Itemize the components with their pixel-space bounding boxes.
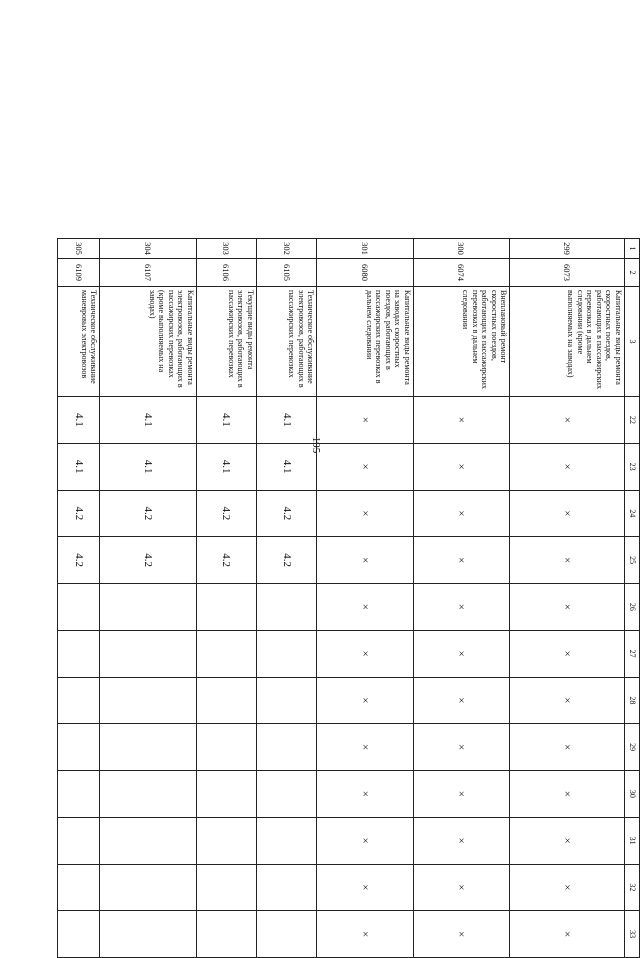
value-cell: × (317, 443, 414, 490)
table-row (100, 239, 197, 958)
value-cell (58, 724, 100, 771)
value-cell: × (317, 537, 414, 584)
value-cell: × (317, 584, 414, 631)
value-cell: × (413, 817, 510, 864)
value-cell: 4.2 (100, 490, 197, 537)
table-row (413, 239, 510, 958)
value-cell: × (413, 771, 510, 818)
value-cell: × (413, 397, 510, 444)
value-cell (256, 817, 316, 864)
code-cell: 6074 (413, 259, 510, 287)
value-cell (58, 584, 100, 631)
row-number-cell: 304 (100, 239, 197, 259)
value-cell: × (413, 677, 510, 724)
row-number-cell: 305 (58, 239, 100, 259)
code-cell: 6106 (196, 259, 256, 287)
table-row (196, 239, 256, 958)
value-cell: × (510, 771, 625, 818)
value-cell: × (510, 911, 625, 958)
code-cell: 6105 (256, 259, 316, 287)
value-cell: × (510, 443, 625, 490)
row-number-cell: 300 (413, 239, 510, 259)
rotated-table-frame (57, 238, 640, 958)
column-header: 23 (625, 443, 640, 490)
value-cell: × (317, 724, 414, 771)
value-cell: × (317, 677, 414, 724)
value-cell (58, 677, 100, 724)
value-cell (196, 911, 256, 958)
value-cell: × (413, 443, 510, 490)
value-cell (58, 911, 100, 958)
value-cell: × (317, 397, 414, 444)
column-header: 27 (625, 630, 640, 677)
value-cell (58, 864, 100, 911)
value-cell: × (413, 537, 510, 584)
table-row (256, 239, 316, 958)
code-cell: 6107 (100, 259, 197, 287)
table-row (317, 239, 414, 958)
value-cell: × (317, 490, 414, 537)
value-cell: × (510, 537, 625, 584)
column-header: 24 (625, 490, 640, 537)
column-header: 30 (625, 771, 640, 818)
value-cell (196, 724, 256, 771)
value-cell (256, 630, 316, 677)
value-cell: × (413, 490, 510, 537)
value-cell (100, 911, 197, 958)
column-header: 25 (625, 537, 640, 584)
row-number-cell: 299 (510, 239, 625, 259)
value-cell (196, 584, 256, 631)
value-cell: 4.2 (256, 490, 316, 537)
table-container (57, 238, 640, 958)
value-cell: 4.1 (100, 443, 197, 490)
value-cell: × (317, 817, 414, 864)
column-header: 26 (625, 584, 640, 631)
value-cell: × (510, 724, 625, 771)
value-cell (256, 771, 316, 818)
column-header: 2 (625, 259, 640, 287)
value-cell (100, 677, 197, 724)
value-cell (196, 817, 256, 864)
value-cell: × (317, 911, 414, 958)
value-cell: × (510, 490, 625, 537)
value-cell: × (317, 630, 414, 677)
value-cell: 4.1 (100, 397, 197, 444)
column-header: 1 (625, 239, 640, 259)
value-cell (100, 771, 197, 818)
row-number-cell: 303 (196, 239, 256, 259)
column-header: 3 (625, 287, 640, 397)
value-cell: × (413, 911, 510, 958)
column-header: 22 (625, 397, 640, 444)
description-cell: Капитальные виды ремонта скоростных поездов, работающих в пассажирских перевозках в дальнем следовании (кроме выполняемых на заводах) (510, 287, 625, 397)
value-cell (196, 677, 256, 724)
value-cell (196, 771, 256, 818)
value-cell: × (510, 817, 625, 864)
value-cell: × (317, 864, 414, 911)
value-cell: 4.1 (58, 397, 100, 444)
description-cell: Капитальные виды ремонта электровозов, работающих в пассажирских перевозках (кроме выполняемых на заводах) (100, 287, 197, 397)
value-cell: 4.2 (100, 537, 197, 584)
value-cell (58, 817, 100, 864)
row-number-cell: 301 (317, 239, 414, 259)
value-cell (100, 817, 197, 864)
value-cell: × (413, 864, 510, 911)
value-cell: 4.2 (196, 537, 256, 584)
value-cell: 4.1 (58, 443, 100, 490)
code-cell: 6109 (58, 259, 100, 287)
value-cell (100, 724, 197, 771)
value-cell (256, 724, 316, 771)
value-cell: 4.2 (256, 537, 316, 584)
row-number-cell: 302 (256, 239, 316, 259)
description-cell: Текущие виды ремонта электровозов, работающих в пассажирских перевозках (196, 287, 256, 397)
code-cell: 6073 (510, 259, 625, 287)
page-number: 195 (310, 436, 322, 454)
value-cell (100, 584, 197, 631)
description-cell: Техническое обслуживание маневровых электровозов (58, 287, 100, 397)
column-header: 28 (625, 677, 640, 724)
header-row (625, 239, 640, 958)
value-cell: × (510, 677, 625, 724)
description-cell: Капитальные виды ремонта на заводах скоростных поездов, работающих в пассажирских перевозках в дальнем следовании (317, 287, 414, 397)
value-cell: 4.1 (256, 397, 316, 444)
value-cell: × (317, 771, 414, 818)
value-cell: 4.2 (58, 490, 100, 537)
value-cell (256, 864, 316, 911)
value-cell (256, 584, 316, 631)
value-cell (196, 864, 256, 911)
table-row (510, 239, 625, 958)
description-cell: Техническое обслуживание электровозов, работающих в пассажирских перевозках (256, 287, 316, 397)
value-cell (256, 911, 316, 958)
value-cell: 4.2 (58, 537, 100, 584)
value-cell: × (510, 584, 625, 631)
value-cell: × (413, 724, 510, 771)
value-cell: 4.1 (256, 443, 316, 490)
value-cell: 4.1 (196, 443, 256, 490)
data-table (57, 238, 640, 958)
value-cell: × (510, 397, 625, 444)
description-cell: Внеплановый ремонт скоростных поездов, работающих в пассажирских перевозках в дальнем следовании (413, 287, 510, 397)
value-cell (58, 630, 100, 677)
value-cell (100, 630, 197, 677)
column-header: 32 (625, 864, 640, 911)
value-cell (100, 864, 197, 911)
value-cell: 4.1 (196, 397, 256, 444)
value-cell (196, 630, 256, 677)
value-cell: × (510, 630, 625, 677)
value-cell: × (413, 584, 510, 631)
value-cell: 4.2 (196, 490, 256, 537)
table-row (58, 239, 100, 958)
table-body (58, 239, 625, 958)
value-cell: × (413, 630, 510, 677)
code-cell: 6080 (317, 259, 414, 287)
column-header: 31 (625, 817, 640, 864)
value-cell: × (510, 864, 625, 911)
column-header: 33 (625, 911, 640, 958)
value-cell (58, 771, 100, 818)
column-header: 29 (625, 724, 640, 771)
value-cell (256, 677, 316, 724)
